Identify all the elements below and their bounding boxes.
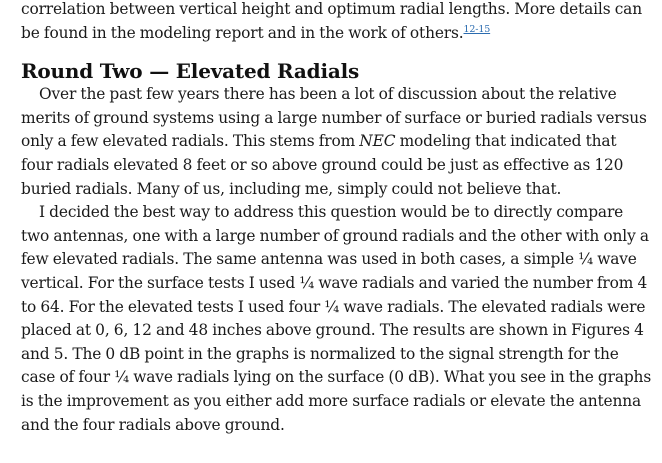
reference-superscript[interactable] (464, 24, 491, 35)
para1-text-start: Over the past few years there has been a lot of discussion about the relative merits of ground systems using a large number of surface or buried radials versus only a few elevated radials. This stems from (21, 85, 647, 151)
body-paragraph-1 (21, 83, 652, 201)
reference-link[interactable]: 12-15 (463, 23, 491, 35)
body-paragraph-2: I decided the best way to address this question would be to directly compare two antennas, one with a large number of ground radials and the other with only a few elevated radials. The same antenna was used in both cases, a simple ¼ wave vertical. For the surface tests I used ¼ wave radials and varied the number from 4 to 64. For the elevated tests I used four ¼ wave radials. The elevated radials were placed at 0, 6, 12 and 48 inches above ground. The results are shown in Figures 4 and 5. The 0 dB point in the graphs is normalized to the signal strength for the case of four ¼ wave radials lying on the surface (0 dB). What you see in the graphs is the improvement as you either add more surface radials or elevate the antenna and the four radials above ground. (21, 203, 652, 434)
para1-text-end: modeling that indicated that four radials elevated 8 feet or so above ground could be just as effective as 120 buried radials. Many of us, including me, simply could not believe that. (21, 132, 624, 198)
section-heading: Round Two — Elevated Radials (21, 59, 360, 84)
nec-emphasis: NEC (359, 132, 396, 151)
intro-text: correlation between vertical height and optimum radial lengths. More details can be found in the modeling report and in the work of others. (21, 0, 642, 42)
intro-paragraph (21, 0, 652, 45)
